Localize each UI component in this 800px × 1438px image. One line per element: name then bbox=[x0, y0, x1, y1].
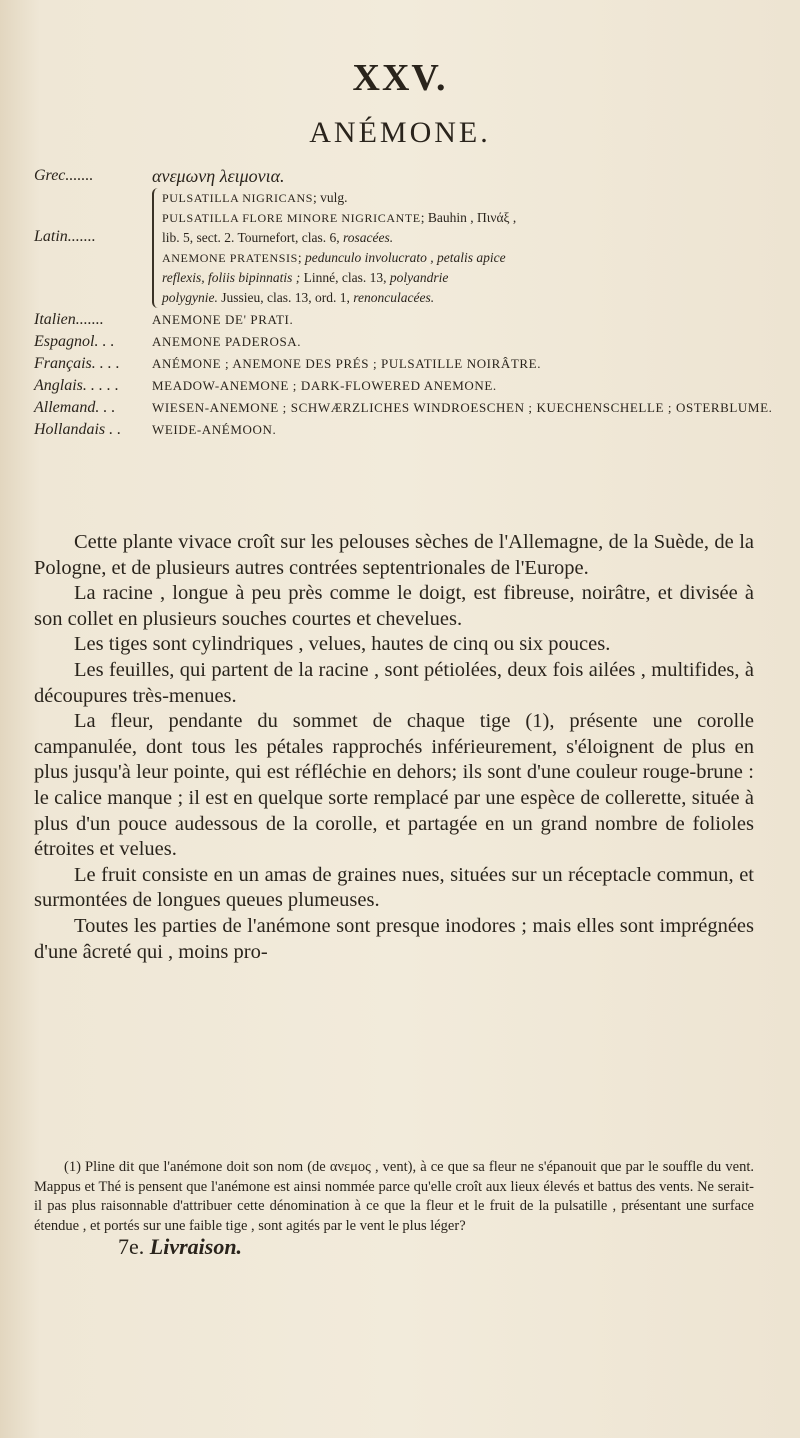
language-label: Grec....... bbox=[34, 167, 94, 184]
latin-caps: ANEMONE PRATENSIS bbox=[162, 251, 298, 265]
language-label: Italien....... bbox=[34, 311, 104, 328]
latin-rest: ; vulg. bbox=[313, 190, 348, 205]
paragraph: Toutes les parties de l'anémone sont presque inodores ; mais elles sont imprégnées d'une âcreté qui , moins pro- bbox=[34, 914, 754, 963]
signature-number: 7e. bbox=[118, 1234, 145, 1259]
latin-line bbox=[162, 208, 774, 228]
latin-italic: polyandrie bbox=[389, 270, 449, 285]
synonym-row-anglais bbox=[34, 376, 774, 396]
language-label: Latin....... bbox=[34, 228, 96, 245]
synonym-text: MEADOW-ANEMONE ; DARK-FLOWERED ANEMONE. bbox=[152, 378, 497, 393]
synonym-text: ANEMONE DE' PRATI. bbox=[152, 312, 294, 327]
language-label: Français. . . . bbox=[34, 355, 120, 372]
latin-italic: polygynie. bbox=[162, 290, 218, 305]
language-label: Espagnol. . . bbox=[34, 333, 115, 350]
synonym-row-greek bbox=[34, 166, 774, 186]
latin-line bbox=[162, 228, 774, 248]
page-number: XXV. bbox=[352, 57, 448, 99]
paragraph: Les tiges sont cylindriques , velues, hautes de cinq ou six pouces. bbox=[74, 633, 611, 656]
page-title: ANÉMONE. bbox=[309, 116, 491, 149]
paragraph: La fleur, pendante du sommet de chaque tige (1), présente une corolle campanulée, dont tous les pétales rapprochés inférieurement, s'éloignent de plus en plus jusqu'à leur pointe, qui est réfléchie en dehors; ils sont d'une couleur rouge-brune : le calice manque ; il est en quelque sorte remplacé par une espèce de collerette, située à plus d'un pouce audessous de la corolle, et partagée en un grand nombre de folioles étroites et velues. bbox=[34, 710, 754, 861]
latin-italic: pedunculo involucrato , petalis apice bbox=[305, 250, 506, 265]
paragraph: Les feuilles, qui partent de la racine , sont pétiolées, deux fois ailées , multifides, à découpures très-menues. bbox=[34, 658, 754, 707]
latin-italic: reflexis, foliis bipinnatis ; bbox=[162, 270, 301, 285]
synonym-text: WEIDE-ANÉMOON. bbox=[152, 422, 277, 437]
language-label: Anglais. . . . . bbox=[34, 377, 119, 394]
latin-line bbox=[162, 288, 774, 308]
paragraph: La racine , longue à peu près comme le doigt, est fibreuse, noirâtre, et divisée à son collet en plusieurs souches courtes et chevelues. bbox=[34, 582, 754, 630]
synonym-row-espagnol bbox=[34, 332, 774, 352]
language-label: Allemand. . . bbox=[34, 399, 116, 416]
latin-italic: rosacées. bbox=[343, 230, 394, 245]
language-label: Hollandais . . bbox=[34, 421, 122, 438]
synonym-text: ανεμωνη λειμονια. bbox=[152, 166, 285, 186]
synonym-text: WIESEN-ANEMONE ; SCHWÆRZLICHES WINDROESCHEN ; KUECHENSCHELLE ; OSTERBLUME. bbox=[152, 400, 773, 415]
latin-rest: Jussieu, clas. 13, ord. 1, bbox=[217, 290, 354, 305]
synonym-row-hollandais bbox=[34, 420, 774, 440]
latin-caps: PULSATILLA NIGRICANS bbox=[162, 191, 314, 205]
paragraph: Le fruit consiste en un amas de graines nues, situées sur un réceptacle commun, et surmontées de longues queues plumeuses. bbox=[34, 863, 754, 912]
latin-line bbox=[162, 248, 774, 268]
synonym-row-italien bbox=[34, 310, 774, 330]
latin-line bbox=[162, 268, 774, 288]
latin-rest: lib. 5, sect. 2. Tournefort, clas. 6, bbox=[162, 230, 344, 245]
synonym-row-francais bbox=[34, 354, 774, 374]
latin-line bbox=[162, 188, 774, 208]
latin-italic: renonculacées. bbox=[353, 290, 435, 305]
synonym-list bbox=[34, 166, 774, 442]
latin-brace-group bbox=[152, 188, 774, 308]
latin-rest: ; bbox=[297, 250, 306, 265]
synonym-row-latin bbox=[34, 188, 774, 308]
signature-mark bbox=[118, 1234, 242, 1260]
synonym-text: ANEMONE PADEROSA. bbox=[152, 334, 302, 349]
latin-rest: Linné, clas. 13, bbox=[300, 270, 390, 285]
footnote: (1) Pline dit que l'anémone doit son nom (de ανεμος , vent), à ce que sa fleur ne s'épanouit que par le souffle du vent. Mappus et Thé is pensent que l'anémone est ainsi nommée parce qu'elle croît aux lieux élevés et battus des vents. Ne serait-il pas plus raisonnable d'attribuer cette dénomination à ce que la fleur et le fruit de la pulsatille , présentant une surface étendue , et portés sur une faible tige , sont agités par le vent le plus léger? bbox=[34, 1159, 754, 1234]
latin-rest: ; Bauhin , Πινάξ , bbox=[420, 210, 517, 225]
latin-caps: PULSATILLA FLORE MINORE NIGRICANTE bbox=[162, 211, 421, 225]
synonym-text: ANÉMONE ; ANEMONE DES PRÉS ; PULSATILLE NOIRÂTRE. bbox=[152, 356, 542, 371]
signature-word: Livraison. bbox=[149, 1234, 243, 1259]
synonym-row-allemand bbox=[34, 398, 774, 418]
paragraph: Cette plante vivace croît sur les pelouses sèches de l'Allemagne, de la Suède, de la Pologne, et de plusieurs autres contrées septentrionales de l'Europe. bbox=[34, 531, 754, 579]
main-text bbox=[34, 530, 754, 965]
